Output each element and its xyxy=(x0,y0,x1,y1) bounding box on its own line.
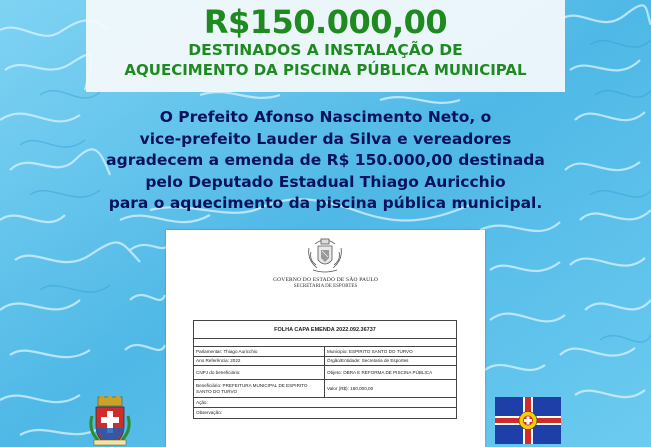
form-row xyxy=(194,347,456,357)
message-line: vice-prefeito Lauder da Silva e vereadores xyxy=(139,129,512,148)
amount-heading: R$150.000,00 xyxy=(203,3,448,41)
acao-field: Ação: xyxy=(196,399,208,405)
message-line: pelo Deputado Estadual Thiago Auricchio xyxy=(145,172,506,191)
form-title: FOLHA CAPA EMENDA 2022.092.36737 xyxy=(194,321,456,339)
parlamentar-field: Parlamentar: Thiago Auricchio xyxy=(194,347,325,356)
municipio-field: Municipio: ESPIRITO SANTO DO TURVO xyxy=(327,348,413,354)
valor-field: Valor (R$): 150.000,00 xyxy=(327,385,374,391)
form-row xyxy=(194,380,456,398)
ano-referencia-field: Ano Referência: 2022 xyxy=(194,357,325,365)
thank-you-message xyxy=(60,107,591,215)
headline-line-2: AQUECIMENTO DA PISCINA PÚBLICA MUNICIPAL xyxy=(124,61,527,79)
headline-banner xyxy=(86,0,565,92)
amendment-document xyxy=(166,230,485,447)
state-coat-of-arms-icon xyxy=(303,234,347,278)
form-row xyxy=(194,357,456,366)
form-spacer xyxy=(194,339,456,347)
objeto-field: Objeto: OBRA E REFORMA DE PISCINA PÚBLICA xyxy=(327,369,433,375)
observacao-field: Observação: xyxy=(196,410,223,416)
government-heading: GOVERNO DO ESTADO DE SÃO PAULO xyxy=(272,277,379,283)
amendment-form xyxy=(193,320,457,419)
cnpj-field: CNPJ do beneficiário: xyxy=(194,366,325,379)
municipal-flag-icon xyxy=(495,397,561,444)
message-line: agradecem a emenda de R$ 150.000,00 destinada xyxy=(106,151,545,169)
secretariat-heading: SECRETARIA DE ESPORTES xyxy=(293,284,358,289)
beneficiario-field: Beneficiário: PREFEITURA MUNICIPAL DE ESPIRITO SANTO DO TURVO xyxy=(194,380,325,397)
form-row xyxy=(194,408,456,418)
message-line: para o aquecimento da piscina pública municipal. xyxy=(108,194,543,212)
form-row xyxy=(194,366,456,380)
form-row xyxy=(194,398,456,408)
headline-line-1: DESTINADOS A INSTALAÇÃO DE xyxy=(188,41,463,59)
municipal-coat-of-arms-icon xyxy=(88,396,132,447)
orgao-entidade-field: Órgão/Entidade: Secretaria de Esportes xyxy=(327,358,409,364)
message-line: O Prefeito Afonso Nascimento Neto, o xyxy=(159,108,492,126)
